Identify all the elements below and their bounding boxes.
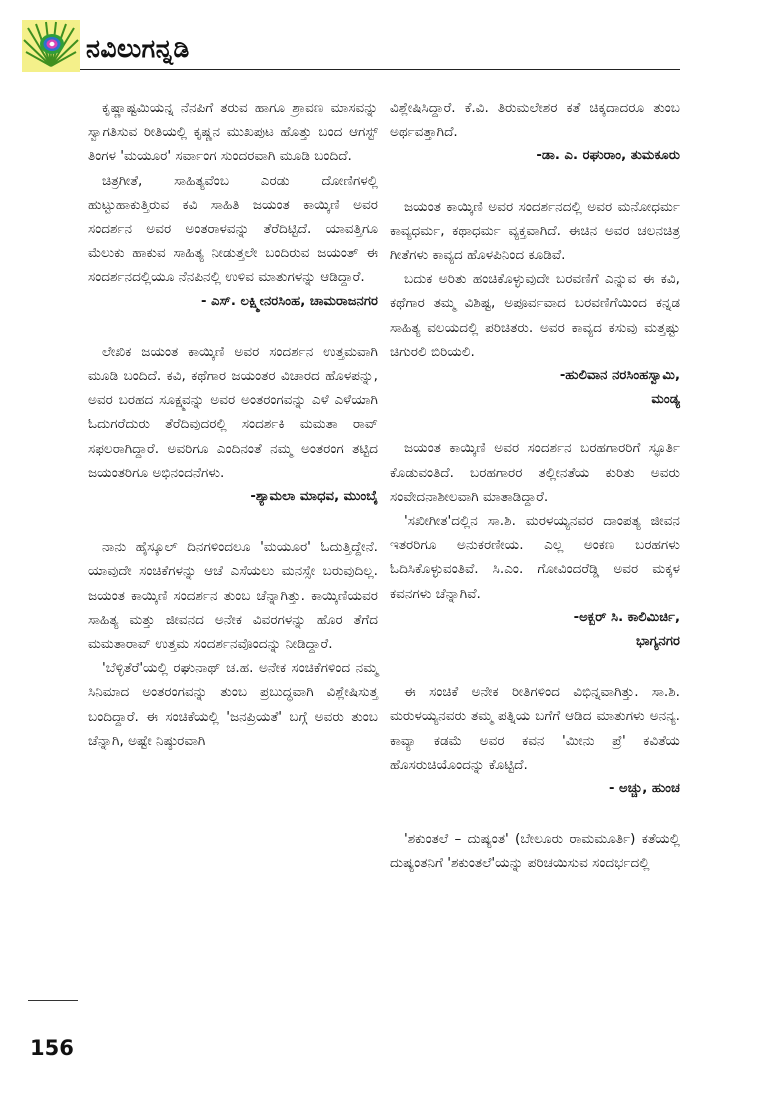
letter [390, 195, 680, 413]
header-divider [80, 69, 680, 70]
letter [88, 340, 378, 509]
letter-signature: - ಅಚ್ಚು, ಹುಂಚ [608, 781, 680, 797]
right-column [390, 96, 680, 876]
letter-signature: -ಶ್ಯಾಮಲಾ ಮಾಧವ, ಮುಂಬೈ [250, 489, 378, 505]
letter-paragraph: ನಾನು ಹೈಸ್ಕೂಲ್ ದಿನಗಳಿಂದಲೂ 'ಮಯೂರ' ಓದುತ್ತಿದ್ದೇನೆ. ಯಾವುದೇ ಸಂಚಿಕೆಗಳನ್ನು ಆಚೆ ಎಸೆಯಲು ಮನಸ್ಸೇ ಬರುವುದಿಲ್ಲ. ಜಯಂತ ಕಾಯ್ಕಿಣಿ ಸಂದರ್ಶನ ತುಂಬ ಚೆನ್ನಾಗಿತ್ತು. ಕಾಯ್ಕಿಣಿಯವರ ಸಾಹಿತ್ಯ ಮತ್ತು ಜೀವನದ ಅನೇಕ ವಿವರಗಳನ್ನು ಹೊರ ತೆಗೆದ ಮಮತಾರಾವ್ ಉತ್ತಮ ಸಂದರ್ಶನವೊಂದನ್ನು ನೀಡಿದ್ದಾರೆ. [88, 539, 378, 653]
magazine-section-title: ನವಿಲುಗನ್ನಡಿ [86, 34, 190, 63]
letter [390, 827, 680, 875]
letter-paragraph: 'ಬೆಳ್ಳಿತೆರೆ'ಯಲ್ಲಿ ರಘುನಾಥ್ ಚ.ಹ. ಅನೇಕ ಸಂಚಿಕೆಗಳಿಂದ ನಮ್ಮ ಸಿನಿಮಾದ ಅಂತರಂಗವನ್ನು ತುಂಬ ಪ್ರಬುದ್ಧವಾಗಿ ವಿಶ್ಲೇಷಿಸುತ್ತ ಬಂದಿದ್ದಾರೆ. ಈ ಸಂಚಿಕೆಯಲ್ಲಿ 'ಜನಪ್ರಿಯತೆ' ಬಗ್ಗೆ ಅವರು ತುಂಬ ಚೆನ್ನಾಗಿ, ಅಷ್ಟೇ ನಿಷ್ಠುರವಾಗಿ [88, 660, 378, 749]
letter-signature: -ಅಕ್ಬರ್ ಸಿ. ಕಾಲಿಮಿರ್ಚಿ, [573, 609, 680, 625]
letter-signature: -ಡಾ. ಎ. ರಘುರಾಂ, ತುಮಕೂರು [536, 148, 680, 164]
letter-paragraph: ಕೃಷ್ಣಾಷ್ಟಮಿಯನ್ನ ನೆನಪಿಗೆ ತರುವ ಹಾಗೂ ಶ್ರಾವಣ ಮಾಸವನ್ನು ಸ್ವಾಗತಿಸುವ ರೀತಿಯಲ್ಲಿ ಕೃಷ್ಣನ ಮುಖಪುಟ ಹೊತ್ತು ಬಂದ ಆಗಸ್ಟ್ ತಿಂಗಳ 'ಮಯೂರ' ಸರ್ವಾಂಗ ಸುಂದರವಾಗಿ ಮೂಡಿ ಬಂದಿದೆ. [88, 100, 378, 165]
letter-signature: - ಎಸ್. ಲಕ್ಷ್ಮೀನರಸಿಂಹ, ಚಾಮರಾಜನಗರ [201, 293, 378, 309]
letter-signature-place: ಮಂಡ್ಯ [651, 392, 680, 408]
peacock-feather-icon [22, 20, 80, 72]
page-header [22, 18, 682, 78]
letter [390, 680, 680, 801]
letter [88, 96, 378, 314]
letter-signature-place: ಭಾಗ್ಯನಗರ [635, 634, 680, 650]
page-number: 156 [30, 1036, 74, 1060]
letter [390, 436, 680, 654]
letter-paragraph: 'ಶಕುಂತಲೆ – ದುಷ್ಯಂತ' (ಬೇಲೂರು ರಾಮಮೂರ್ತಿ) ಕತೆಯಲ್ಲಿ ದುಷ್ಯಂತನಿಗೆ 'ಶಕುಂತಲೆ'ಯನ್ನು ಪರಿಚಯಿಸುವ ಸಂದರ್ಭದಲ್ಲಿ [390, 831, 680, 872]
letter [88, 535, 378, 753]
letter [390, 96, 680, 169]
letter-paragraph: ಬದುಕ ಅರಿತು ಹಂಚಿಕೊಳ್ಳುವುದೇ ಬರವಣಿಗೆ ಎನ್ನುವ ಈ ಕವಿ, ಕಥೆಗಾರ ತಮ್ಮ ವಿಶಿಷ್ಟ, ಅಪೂರ್ವವಾದ ಬರವಣಿಗೆಯಿಂದ ಕನ್ನಡ ಸಾಹಿತ್ಯ ವಲಯದಲ್ಲಿ ಪರಿಚಿತರು. ಅವರ ಕಾವ್ಯದ ಕಸುವು ಮತ್ತಷ್ಟು ಚಿಗುರಲಿ ಬಿರಿಯಲಿ. [390, 271, 680, 360]
letter-paragraph: ಈ ಸಂಚಿಕೆ ಅನೇಕ ರೀತಿಗಳಿಂದ ವಿಭಿನ್ನವಾಗಿತ್ತು. ಸಾ.ಶಿ. ಮರುಳಯ್ಯನವರು ತಮ್ಮ ಪತ್ನಿಯ ಬಗೆಗೆ ಆಡಿದ ಮಾತುಗಳು ಅನನ್ಯ. ಕಾವ್ಯಾ ಕಡಮೆ ಅವರ ಕವನ 'ಮೀನು ಪ್ರೆ' ಕವಿತೆಯ ಹೊಸರುಚಿಯೊಂದನ್ನು ಕೊಟ್ಟಿದೆ. [390, 684, 680, 773]
letter-paragraph: 'ಸಖೀಗೀತ'ದಲ್ಲಿನ ಸಾ.ಶಿ. ಮರಳಯ್ಯನವರ ದಾಂಪತ್ಯ ಜೀವನ ಇತರರಿಗೂ ಅನುಕರಣೀಯ. ಎಲ್ಲ ಅಂಕಣ ಬರಹಗಳು ಓದಿಸಿಕೊಳ್ಳುವಂತಿವೆ. ಸಿ.ಎಂ. ಗೋವಿಂದರೆಡ್ಡಿ ಅವರ ಮಕ್ಕಳ ಕವನಗಳು ಚೆನ್ನಾಗಿವೆ. [390, 513, 680, 602]
letter-paragraph: ಜಯಂತ ಕಾಯ್ಕಿಣಿ ಅವರ ಸಂದರ್ಶನದಲ್ಲಿ ಅವರ ಮನೋಧರ್ಮ ಕಾವ್ಯಧರ್ಮ, ಕಥಾಧರ್ಮ ವ್ಯಕ್ತವಾಗಿದೆ. ಈಚಿನ ಅವರ ಚಲನಚಿತ್ರ ಗೀತೆಗಳು ಕಾವ್ಯದ ಹೊಳಪಿನಿಂದ ಕೂಡಿವೆ. [390, 198, 680, 264]
left-column [88, 96, 378, 753]
letter-paragraph: ಲೇಖಿಕ ಜಯಂತ ಕಾಯ್ಕಿಣಿ ಅವರ ಸಂದರ್ಶನ ಉತ್ತಮವಾಗಿ ಮೂಡಿ ಬಂದಿದೆ. ಕವಿ, ಕಥೆಗಾರ ಜಯಂತರ ವಿಚಾರದ ಹೊಳಪನ್ನು, ಅವರ ಬರಹದ ಸೂಕ್ಷ್ಮವನ್ನು ಅವರ ಅಂತರಂಗವನ್ನು ಎಳೆ ಎಳೆಯಾಗಿ ಓದುಗರೆದುರು ತೆರೆದಿವುದರಲ್ಲಿ ಸಂದರ್ಶಕಿ ಮಮತಾ ರಾವ್ ಸಫಲರಾಗಿದ್ದಾರೆ. ಅವರಿಗೂ ಎಂದಿನಂತೆ ನಮ್ಮ ಅಂತರಂಗ ತಟ್ಟಿದ ಜಯಂತರಿಗೂ ಅಭಿನಂದನೆಗಳು. [88, 343, 378, 481]
letter-paragraph: ಚಿತ್ರಗೀತೆ, ಸಾಹಿತ್ಯವೆಂಬ ಎರಡು ದೋಣಿಗಳಲ್ಲಿ ಹುಟ್ಟುಹಾಕುತ್ತಿರುವ ಕವಿ ಸಾಹಿತಿ ಜಯಂತ ಕಾಯ್ಕಿಣಿ ಅವರ ಸಂದರ್ಶನ ಅವರ ಅಂತರಾಳವನ್ನು ತೆರೆದಿಟ್ಟಿದೆ. ಯಾವತ್ತಿಗೂ ಮೆಲುಕು ಹಾಕುವ ಸಾಹಿತ್ಯ ನೀಡುತ್ತಲೇ ಬಂದಿರುವ ಜಯಂತ್ ಈ ಸಂದರ್ಶನದಲ್ಲಿಯೂ ನೆನಪಿನಲ್ಲಿ ಉಳಿವ ಮಾತುಗಳನ್ನು ಆಡಿದ್ದಾರೆ. [88, 172, 378, 286]
letter-paragraph: ವಿಶ್ಲೇಷಿಸಿದ್ದಾರೆ. ಕೆ.ವಿ. ತಿರುಮಲೇಶರ ಕತೆ ಚಿಕ್ಕದಾದರೂ ತುಂಬ ಅರ್ಥವತ್ತಾಗಿದೆ. [390, 100, 680, 141]
letter-signature: -ಹುಲಿವಾನ ನರಸಿಂಹಸ್ವಾಮಿ, [559, 368, 680, 384]
footer-divider [28, 1000, 78, 1001]
letter-paragraph: ಜಯಂತ ಕಾಯ್ಕಿಣಿ ಅವರ ಸಂದರ್ಶನ ಬರಹಗಾರರಿಗೆ ಸ್ಫೂರ್ತಿ ಕೊಡುವಂತಿದೆ. ಬರಹಗಾರರ ತಲ್ಲೀನತೆಯ ಕುರಿತು ಅವರು ಸಂವೇದನಾಶೀಲವಾಗಿ ಮಾತಾಡಿದ್ದಾರೆ. [390, 440, 680, 505]
